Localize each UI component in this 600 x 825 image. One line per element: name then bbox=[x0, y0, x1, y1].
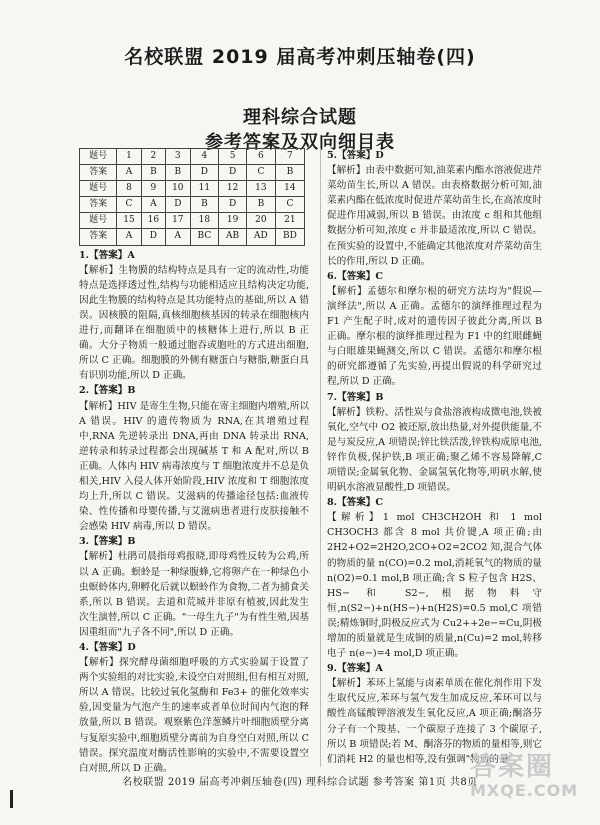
table-cell: 20 bbox=[246, 213, 275, 229]
table-row bbox=[80, 165, 305, 181]
answer-explanation: 【解析】铁粉、活性炭与食盐溶液构成微电池,铁被氧化,空气中 O2 被还原,放出热量,对外提供能量,不是与炭反应,A 项错误;锌比铁活泼,锌铁构成原电池,锌作负极,保护铁,B 项正确;聚乙烯不容易降解,C 项错误;金属氧化物、金属氢氧化物等,明矾水解,使明矾水溶液显酸性,D 项错误。 bbox=[327, 406, 542, 494]
answer-heading: 1.【答案】A bbox=[79, 249, 135, 261]
right-answers bbox=[327, 148, 542, 767]
table-row bbox=[80, 149, 305, 165]
watermark-logo bbox=[470, 752, 588, 814]
table-cell: 21 bbox=[275, 213, 304, 229]
table-row bbox=[80, 197, 305, 213]
subtitle-main: 理科综合试题 bbox=[243, 107, 357, 128]
page-footer: 名校联盟 2019 届高考冲刺压轴卷(四) 理科综合试题 参考答案 第1页 共8页 bbox=[122, 777, 478, 788]
table-cell: B bbox=[166, 165, 190, 181]
table-cell: A bbox=[166, 229, 190, 245]
answer-explanation: 【解析】1 mol CH3CH2OH 和 1 mol CH3OCH3 都含 8 mol 共价键,A 项正确;由 2H2+O2=2H2O,2CO+O2=2CO2 知,混合气体的物质的量 n(CO)=0.2 mol,消耗氧气的物质的量 n(O2)=0.1 mol,B 项正确;含 S 粒子包含 H2S、HS− 和 S2−,根据物料守恒,n(S2−)+n(HS−)+n(H2S)=0.5 mol,C 项错误;精炼铜时,阴极反应式为 Cu2++2e−=Cu,阴极增加的质量就是生成铜的质量,n(Cu)=2 mol,转移电子 n(e−)=4 mol,D 项正确。 bbox=[327, 512, 542, 660]
answer-explanation: 【解析】由表中数据可知,油菜素内酯水溶液促进芹菜幼苗生长,所以 A 错误。由表格数据分析可知,油菜素内酯在低浓度时促进芹菜幼苗生长,在高浓度时促进作用减弱,所以 B 错误。由浓度 c 组和其他组数据分析可知,浓度 c 并非最适浓度,所以 C 错误。在预实验的设置中,不能确定其他浓度对芹菜幼苗生长的作用,所以 D 正确。 bbox=[327, 165, 542, 267]
table-cell: A bbox=[117, 229, 141, 245]
table-cell: 12 bbox=[219, 181, 247, 197]
table-cell: 6 bbox=[246, 149, 275, 165]
table-row bbox=[80, 213, 305, 229]
answer-heading: 8.【答案】C bbox=[327, 497, 384, 509]
table-cell: C bbox=[275, 197, 304, 213]
answer-explanation: 【解析】探究酵母菌细胞呼吸的方式实验属于设置了两个实验组的对比实验,未设空白对照组,但有相互对照,所以 A 错误。比较过氧化氢酶和 Fe3+ 的催化效率实验,因变量为气泡产生的速率或者单位时间内气泡的释放量,所以 B 错误。观察紫色洋葱鳞片叶细胞质壁分离与复原实验中,细胞质壁分离前为自身空白对照,所以 C 错误。探究温度对酶活性影响的实验中,不需要设置空白对照,所以 D 正确。 bbox=[79, 657, 309, 774]
answer-block bbox=[327, 390, 542, 496]
table-cell: A bbox=[117, 165, 141, 181]
table-row bbox=[80, 181, 305, 197]
table-cell: 8 bbox=[117, 181, 141, 197]
answer-block bbox=[79, 248, 309, 384]
answer-table-body bbox=[80, 149, 305, 246]
table-cell: AD bbox=[246, 229, 275, 245]
table-cell: B bbox=[190, 197, 219, 213]
table-cell: 3 bbox=[166, 149, 190, 165]
table-cell: D bbox=[219, 165, 247, 181]
table-cell: C bbox=[117, 197, 141, 213]
answer-heading: 6.【答案】C bbox=[327, 270, 384, 282]
table-cell: D bbox=[166, 197, 190, 213]
answer-table bbox=[79, 148, 305, 246]
answer-explanation: 【解析】苯环上氢能与卤素单质在催化剂作用下发生取代反应,苯环与氢气发生加成反应,苯环可以与酸性高锰酸钾溶液发生氧化反应,A 项正确;酮洛芬分子有一个羧基、一个碳原子连接了 3 个碳原子,所以 B 项错误;若 M、酮洛芬的物质的量相等,则它们消耗 H2 的量也相等,没有强调"物质的量 bbox=[327, 678, 542, 765]
answer-block bbox=[327, 148, 542, 269]
subtitle-secondary: 参考答案及双向细目表 bbox=[205, 132, 395, 153]
answer-explanation: 【解析】生物膜的结构特点是具有一定的流动性,功能特点是选择透过性,结构与功能相适应且结构决定功能,因此生物膜的结构特点是其功能特点的基础,所以 A 错误。因核膜的阻隔,真核细胞核基因的转录在细胞核内进行,而翻译在细胞质中的核糖体上进行,所以 B 正确。大分子物质一般通过胞吞或胞吐的方式进出细胞,所以 C 正确。细胞膜的外侧有糖蛋白与糖脂,糖蛋白具有识别功能,所以 D 正确。 bbox=[79, 264, 309, 382]
answer-heading: 5.【答案】D bbox=[327, 150, 384, 161]
table-cell: 7 bbox=[275, 149, 304, 165]
table-cell: 19 bbox=[219, 213, 247, 229]
table-cell: D bbox=[190, 165, 219, 181]
page-title: 名校联盟 2019 届高考冲刺压轴卷(四) bbox=[124, 46, 476, 68]
table-cell: 题号 bbox=[80, 213, 117, 229]
answer-explanation: 【解析】孟德尔和摩尔根的研究方法均为"假说—演绎法",所以 A 正确。孟德尔的演绎推理过程为 F1 产生配子时,成对的遗传因子彼此分离,所以 B 正确。摩尔根的演绎推理过程为 F1 中的红眼雌蝇与白眼雄果蝇测交,所以 C 错误。孟德尔和摩尔根的研究都遵循了先实验,再提出假说的科学研究过程,所以 D 正确。 bbox=[327, 285, 542, 388]
answer-explanation: 【解析】HIV 是寄生生物,只能在寄主细胞内增殖,所以 A 错误。HIV 的遗传物质为 RNA,在其增殖过程中,RNA 先逆转录出 DNA,再由 DNA 转录出 RNA,逆转录和转录过程都会出现碱基 T 和 A 配对,所以 B 正确。人体内 HIV 病毒浓度与 T 细胞浓度并不总是负相关,HIV 入侵人体开始阶段,HIV 浓度和 T 细胞浓度均上升,所以 C 错误。艾滋病的传播途径包括:血液传染、性传播和母婴传播,与艾滋病患者进行皮肤接触不会感染 HIV 病毒,所以 D 错误。 bbox=[79, 400, 309, 533]
answer-block bbox=[79, 640, 309, 776]
answer-block bbox=[79, 534, 309, 640]
table-cell: AB bbox=[219, 229, 247, 245]
right-column bbox=[320, 148, 542, 767]
left-column bbox=[79, 148, 309, 776]
table-cell: D bbox=[141, 229, 165, 245]
table-cell: 题号 bbox=[80, 149, 117, 165]
watermark-text: 答案圈 bbox=[470, 752, 555, 782]
table-cell: 9 bbox=[141, 181, 165, 197]
table-cell: 16 bbox=[141, 213, 165, 229]
table-cell: BC bbox=[190, 229, 219, 245]
table-cell: 答案 bbox=[80, 165, 117, 181]
answer-explanation: 【解析】杜鹃司晨指母鸡报晓,即母鸡性反转为公鸡,所以 A 正确。螟蛉是一种绿腹蜂,它将卵产在一种绿色小虫螟蛉体内,卵孵化后就以螟蛉作为食物,二者为捕食关系,所以 B 错误。去道和荒城并非原有植被,因此发生次生演替,所以 C 正确。"一母生九子"为有性生殖,因基因重组而"九子各不同",所以 D 正确。 bbox=[79, 551, 309, 638]
answer-heading: 2.【答案】B bbox=[79, 385, 136, 397]
table-cell: B bbox=[275, 165, 304, 181]
answer-heading: 9.【答案】A bbox=[327, 663, 383, 675]
answer-block bbox=[79, 383, 309, 534]
table-cell: B bbox=[246, 197, 275, 213]
table-cell: 题号 bbox=[80, 181, 117, 197]
left-answers bbox=[79, 248, 309, 776]
table-cell: 5 bbox=[219, 149, 247, 165]
answer-block bbox=[327, 269, 542, 390]
table-cell: 2 bbox=[141, 149, 165, 165]
table-cell: 15 bbox=[117, 213, 141, 229]
table-cell: 答案 bbox=[80, 197, 117, 213]
page-edge-mark bbox=[10, 790, 13, 808]
watermark-url: MXQE.COM bbox=[470, 781, 579, 800]
answer-block bbox=[327, 495, 542, 661]
table-cell: D bbox=[219, 197, 247, 213]
table-cell: 4 bbox=[190, 149, 219, 165]
answer-heading: 7.【答案】B bbox=[327, 391, 384, 403]
table-cell: 答案 bbox=[80, 229, 117, 245]
answer-block bbox=[327, 661, 542, 767]
table-cell: 1 bbox=[117, 149, 141, 165]
table-cell: A bbox=[141, 197, 165, 213]
table-cell: 18 bbox=[190, 213, 219, 229]
table-cell: BD bbox=[275, 229, 304, 245]
table-cell: 10 bbox=[166, 181, 190, 197]
table-cell: 11 bbox=[190, 181, 219, 197]
table-cell: 14 bbox=[275, 181, 304, 197]
table-cell: 17 bbox=[166, 213, 190, 229]
answer-heading: 4.【答案】D bbox=[79, 642, 136, 653]
answer-heading: 3.【答案】B bbox=[79, 536, 136, 548]
table-cell: B bbox=[141, 165, 165, 181]
table-cell: C bbox=[246, 165, 275, 181]
table-row bbox=[80, 229, 305, 245]
table-cell: 13 bbox=[246, 181, 275, 197]
